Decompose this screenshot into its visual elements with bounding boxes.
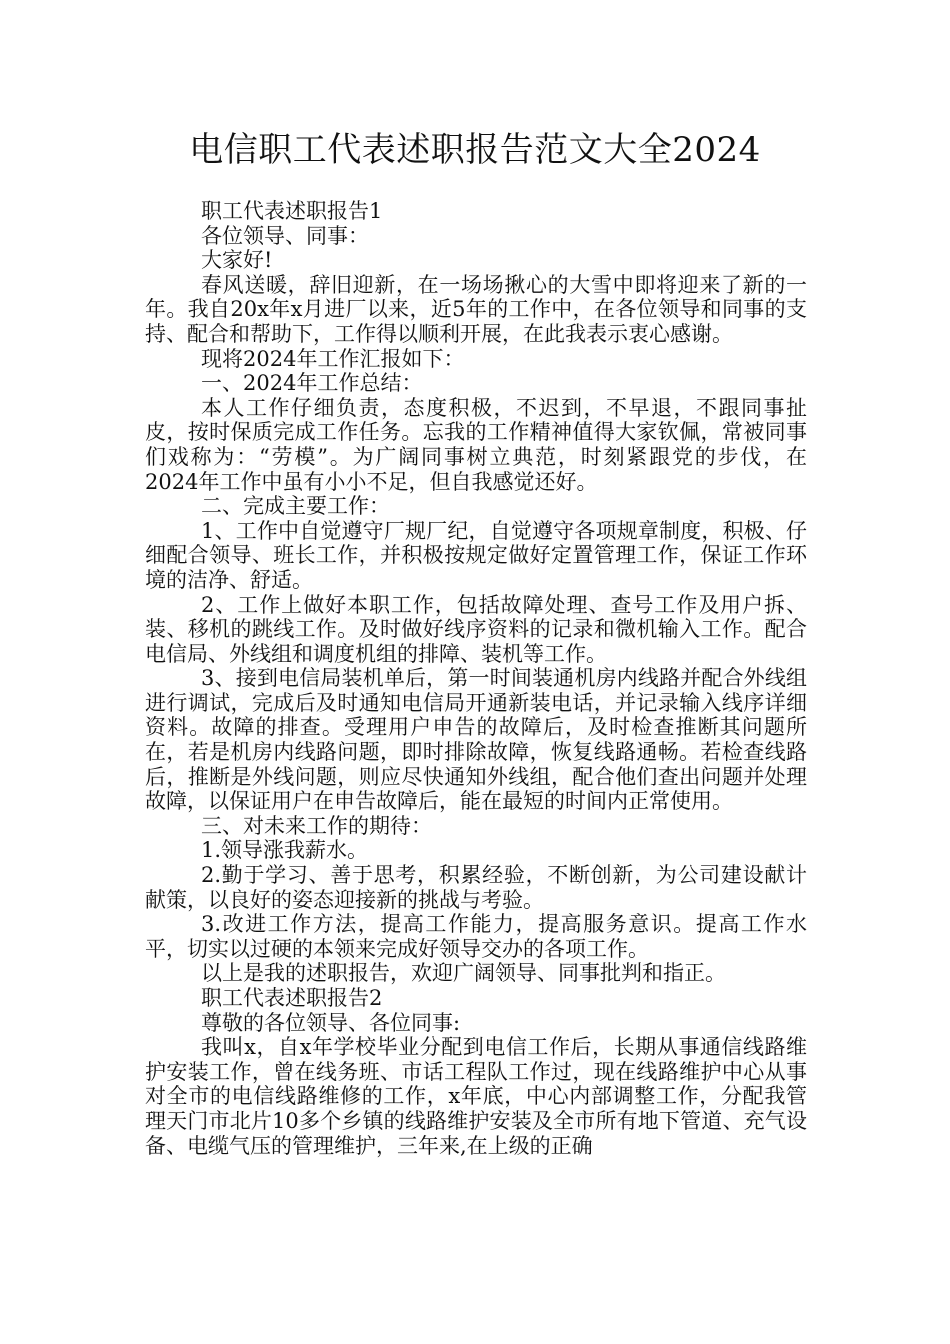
paragraph: 2.勤于学习、善于思考，积累经验，不断创新，为公司建设献计献策，以良好的姿态迎接新的挑战与考验。 — [145, 863, 807, 912]
paragraph: 现将2024年工作汇报如下： — [201, 346, 465, 371]
paragraph: 3.改进工作方法，提高工作能力，提高服务意识。提高工作水平，切实以过硬的本领来完成好领导交办的各项工作。 — [145, 912, 807, 961]
paragraph: 三、对未来工作的期待： — [201, 813, 432, 838]
paragraph: 大家好! — [201, 248, 273, 273]
paragraph: 职工代表述职报告1 — [201, 199, 383, 223]
paragraph: 以上是我的述职报告，欢迎广阔领导、同事批判和指正。 — [201, 961, 726, 986]
paragraph: 3、接到电信局装机单后，第一时间装通机房内线路并配合外线组进行调试，完成后及时通知电信局开通新装电话，并记录输入线序详细资料。故障的排查。受理用户申告的故障后，及时检查推断其问题所在，若是机房内线路问题，即时排除故障，恢复线路通畅。若检查线路后，推断是外线问题，则应尽快通知外线组，配合他们查出问题并处理故障，以保证用户在申告故障后，能在最短的时间内正常使用。 — [145, 666, 807, 814]
document-body — [145, 199, 807, 1158]
paragraph: 各位领导、同事： — [201, 223, 369, 248]
paragraph: 职工代表述职报告2 — [201, 986, 383, 1010]
paragraph: 一、2024年工作总结： — [201, 371, 423, 396]
paragraph: 我叫x，自x年学校毕业分配到电信工作后，长期从事通信线路维护安装工作，曾在线务班、市话工程队工作过，现在线路维护中心从事对全市的电信线路维修的工作，x年底，中心内部调整工作，分配我管理天门市北片10多个乡镇的线路维护安装及全市所有地下管道、充气设备、电缆气压的管理维护，三年来,在上级的正确 — [145, 1035, 807, 1158]
paragraph: 尊敬的各位领导、各位同事: — [201, 1010, 461, 1035]
paragraph: 春风送暖，辞旧迎新，在一场场揪心的大雪中即将迎来了新的一年。我自20x年x月进厂以来，近5年的工作中，在各位领导和同事的支持、配合和帮助下，工作得以顺利开展，在此我表示衷心感谢。 — [145, 272, 807, 346]
paragraph: 二、完成主要工作： — [201, 494, 390, 519]
paragraph: 1.领导涨我薪水。 — [201, 838, 369, 863]
document-title: 电信职工代表述职报告范文大全2024 — [189, 130, 761, 170]
paragraph: 1、工作中自觉遵守厂规厂纪，自觉遵守各项规章制度，积极、仔细配合领导、班长工作，并积极按规定做好定置管理工作，保证工作环境的洁净、舒适。 — [145, 518, 807, 592]
paragraph: 本人工作仔细负责，态度积极，不迟到，不早退，不跟同事扯皮，按时保质完成工作任务。忘我的工作精神值得大家钦佩，常被同事们戏称为：“劳模”。为广阔同事树立典范，时刻紧跟党的步伐，在2024年工作中虽有小小不足，但自我感觉还好。 — [145, 395, 807, 494]
paragraph: 2、工作上做好本职工作，包括故障处理、查号工作及用户拆、装、移机的跳线工作。及时做好线序资料的记录和微机输入工作。配合电信局、外线组和调度机组的排障、装机等工作。 — [145, 592, 807, 666]
